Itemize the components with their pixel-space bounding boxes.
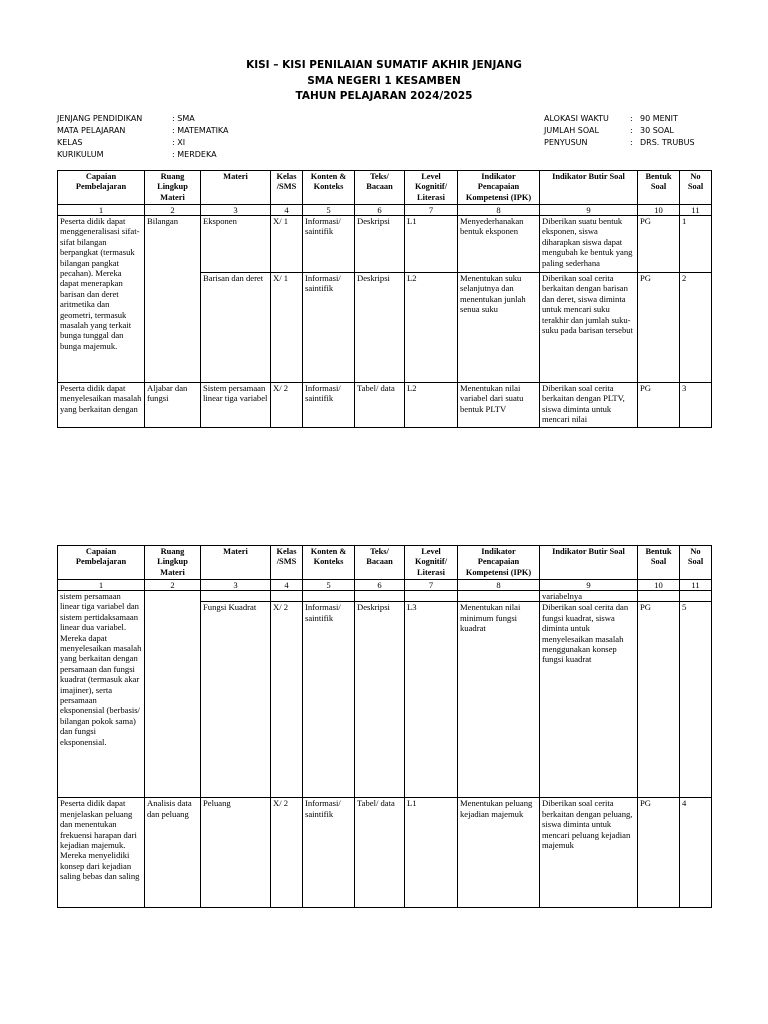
cell-butir-soal: Diberikan soal cerita berkaitan dengan barisan dan deret, siswa diminta untuk mencari suku terakhir dan jumlah suku-suku pada barisan tersebut [540,273,638,383]
cell-teks: Tabel/ data [355,798,405,908]
col-number: 10 [638,205,680,216]
info-row-jumlah [544,125,695,137]
cell-ruang-lingkup: Bilangan [145,216,201,383]
col-number: 4 [271,580,303,591]
header-teks: Teks/ Bacaan [355,546,405,580]
cell-bentuk-soal: PG [638,216,680,273]
info-row-mapel [57,125,229,137]
cell-konten: Informasi/ saintifik [303,798,355,908]
col-number: 9 [540,580,638,591]
cell-konten: Informasi/ saintifik [303,216,355,273]
header-konten: Konten & Konteks [303,171,355,205]
column-number-row [58,580,712,591]
col-number: 8 [458,205,540,216]
cell-no-soal: 1 [680,216,712,273]
header-bentuk-soal: Bentuk Soal [638,171,680,205]
cell-teks: Deskripsi [355,602,405,798]
header-konten: Konten & Konteks [303,546,355,580]
cell-teks: Deskripsi [355,216,405,273]
cell-level: L2 [405,273,458,383]
header-butir-soal: Indikator Butir Soal [540,546,638,580]
info-row-kurikulum [57,149,229,161]
header-row [58,546,712,580]
cell-ipk: Menyederhanakan bentuk eksponen [458,216,540,273]
cell-materi: Peluang [201,798,271,908]
cell-bentuk-soal: PG [638,383,680,428]
col-number: 11 [680,205,712,216]
cell-no-soal: 4 [680,798,712,908]
cell-kelas: X/ 1 [271,273,303,383]
info-label: MATA PELAJARAN [57,126,126,135]
table-row [58,591,712,602]
header-no-soal: No Soal [680,546,712,580]
cell-materi: Fungsi Kuadrat [201,602,271,798]
info-row-kelas [57,137,229,149]
kisi-table-1 [57,170,712,428]
col-number: 6 [355,580,405,591]
cell-teks: Deskripsi [355,273,405,383]
info-right [544,113,695,149]
header-materi: Materi [201,546,271,580]
table-row [58,216,712,273]
cell-kelas: X/ 2 [271,602,303,798]
cell-teks [355,591,405,602]
header-ruang-lingkup: Ruang Lingkup Materi [145,546,201,580]
col-number: 4 [271,205,303,216]
table-row [58,383,712,428]
cell-konten: Informasi/ saintifik [303,273,355,383]
cell-butir-soal: Diberikan suatu bentuk eksponen, siswa diharapkan siswa dapat mengubah ke bentuk yang paling sederhana [540,216,638,273]
cell-ruang-lingkup [145,591,201,798]
info-value: : MATEMATIKA [172,126,229,135]
info-label: KELAS [57,138,83,147]
col-number: 6 [355,205,405,216]
col-number: 10 [638,580,680,591]
cell-capaian: sistem persamaan linear tiga variabel dan sistem pertidaksamaan linear dua variabel. Mereka dapat menyelesaikan masalah yang berkaitan dengan persamaan dan fungsi kuadrat (termasuk akar imajiner), serta persamaan eksponensial (berbasis/ bilangan pokok sama) dan fungsi eksponensial. [58,591,145,798]
table-row [58,798,712,908]
info-label: PENYUSUN [544,138,588,147]
cell-teks: Tabel/ data [355,383,405,428]
info-value: : SMA [172,114,195,123]
cell-materi: Eksponen [201,216,271,273]
col-number: 3 [201,580,271,591]
col-number: 9 [540,205,638,216]
header-teks: Teks/ Bacaan [355,171,405,205]
col-number: 2 [145,580,201,591]
header-butir-soal: Indikator Butir Soal [540,171,638,205]
header-kelas: Kelas /SMS [271,171,303,205]
info-value: : XI [172,138,186,147]
col-number: 5 [303,205,355,216]
cell-level: L3 [405,602,458,798]
cell-level [405,591,458,602]
cell-no-soal: 2 [680,273,712,383]
header-row [58,171,712,205]
cell-materi [201,591,271,602]
cell-kelas [271,591,303,602]
cell-ipk: Menentukan nilai minimum fungsi kuadrat [458,602,540,798]
info-label: JUMLAH SOAL [544,126,599,135]
cell-capaian: Peserta didik dapat menyelesaikan masalah yang berkaitan dengan [58,383,145,428]
header-no-soal: No Soal [680,171,712,205]
info-separator: : [630,126,633,135]
col-number: 8 [458,580,540,591]
header-bentuk-soal: Bentuk Soal [638,546,680,580]
info-value: 90 MENIT [640,114,678,123]
cell-capaian: Peserta didik dapat menjelaskan peluang dan menentukan frekuensi harapan dari kejadian majemuk. Mereka menyelidiki konsep dari kejadian saling bebas dan saling [58,798,145,908]
cell-ipk [458,591,540,602]
cell-kelas: X/ 2 [271,798,303,908]
cell-konten: Informasi/ saintifik [303,383,355,428]
cell-no-soal: 5 [680,602,712,798]
header-capaian: Capaian Pembelajaran [58,546,145,580]
cell-level: L1 [405,798,458,908]
col-number: 11 [680,580,712,591]
title-line-1: KISI – KISI PENILAIAN SUMATIF AKHIR JENJANG [246,59,522,71]
info-value: 30 SOAL [640,126,674,135]
info-row-penyusun [544,137,695,149]
info-label: JENJANG PENDIDIKAN [57,114,143,123]
header-ruang-lingkup: Ruang Lingkup Materi [145,171,201,205]
info-row-alokasi [544,113,695,125]
column-number-row [58,205,712,216]
cell-butir-soal: Diberikan soal cerita berkaitan dengan PLTV, siswa diminta untuk mencari nilai [540,383,638,428]
cell-no-soal: 3 [680,383,712,428]
cell-level: L1 [405,216,458,273]
cell-materi: Sistem persamaan linear tiga variabel [201,383,271,428]
cell-bentuk-soal: PG [638,273,680,383]
cell-ipk: Menentukan nilai variabel dari suatu bentuk PLTV [458,383,540,428]
cell-ipk: Menentukan peluang kejadian majemuk [458,798,540,908]
col-number: 1 [58,205,145,216]
cell-kelas: X/ 2 [271,383,303,428]
cell-kelas: X/ 1 [271,216,303,273]
cell-materi: Barisan dan deret [201,273,271,383]
header-materi: Materi [201,171,271,205]
header-ipk: Indikator Pencapaian Kompetensi (IPK) [458,171,540,205]
cell-butir-soal: Diberikan soal cerita dan fungsi kuadrat, siswa diminta untuk menyelesaikan masalah menggunakan konsep fungsi kuadrat [540,602,638,798]
info-separator: : [630,138,633,147]
info-label: ALOKASI WAKTU [544,114,609,123]
cell-ruang-lingkup: Aljabar dan fungsi [145,383,201,428]
col-number: 2 [145,205,201,216]
info-separator: : [630,114,633,123]
cell-konten: Informasi/ saintifik [303,602,355,798]
cell-bentuk-soal: PG [638,798,680,908]
col-number: 5 [303,580,355,591]
info-left [57,113,229,161]
header-kelas: Kelas /SMS [271,546,303,580]
title-line-3: TAHUN PELAJARAN 2024/2025 [295,90,473,102]
info-value: DRS. TRUBUS [640,138,695,147]
cell-level: L2 [405,383,458,428]
header-level: Level Kognitif/ Literasi [405,546,458,580]
col-number: 7 [405,580,458,591]
kisi-table-2 [57,545,712,908]
col-number: 7 [405,205,458,216]
cell-butir-soal: Diberikan soal cerita berkaitan dengan peluang, siswa diminta untuk mencari peluang kejadian majemuk [540,798,638,908]
cell-bentuk-soal [638,591,680,602]
cell-butir-soal: variabelnya [540,591,638,602]
header-level: Level Kognitif/ Literasi [405,171,458,205]
header-capaian: Capaian Pembelajaran [58,171,145,205]
col-number: 3 [201,205,271,216]
cell-no-soal [680,591,712,602]
col-number: 1 [58,580,145,591]
cell-capaian: Peserta didik dapat menggeneralisasi sifat-sifat bilangan berpangkat (termasuk bilangan pangkat pecahan). Mereka dapat menerapkan barisan dan deret aritmetika dan geometri, termasuk masalah yang terkait bunga tunggal dan bunga majemuk. [58,216,145,383]
cell-bentuk-soal: PG [638,602,680,798]
cell-ipk: Menentukan suku selanjutnya dan menentukan junlah senua suku [458,273,540,383]
header-ipk: Indikator Pencapaian Kompetensi (IPK) [458,546,540,580]
title-line-2: SMA NEGERI 1 KESAMBEN [307,74,461,87]
info-label: KURIKULUM [57,150,104,159]
cell-konten [303,591,355,602]
document-title [0,58,768,105]
info-value: : MERDEKA [172,150,217,159]
info-row-jenjang [57,113,229,125]
cell-ruang-lingkup: Analisis data dan peluang [145,798,201,908]
